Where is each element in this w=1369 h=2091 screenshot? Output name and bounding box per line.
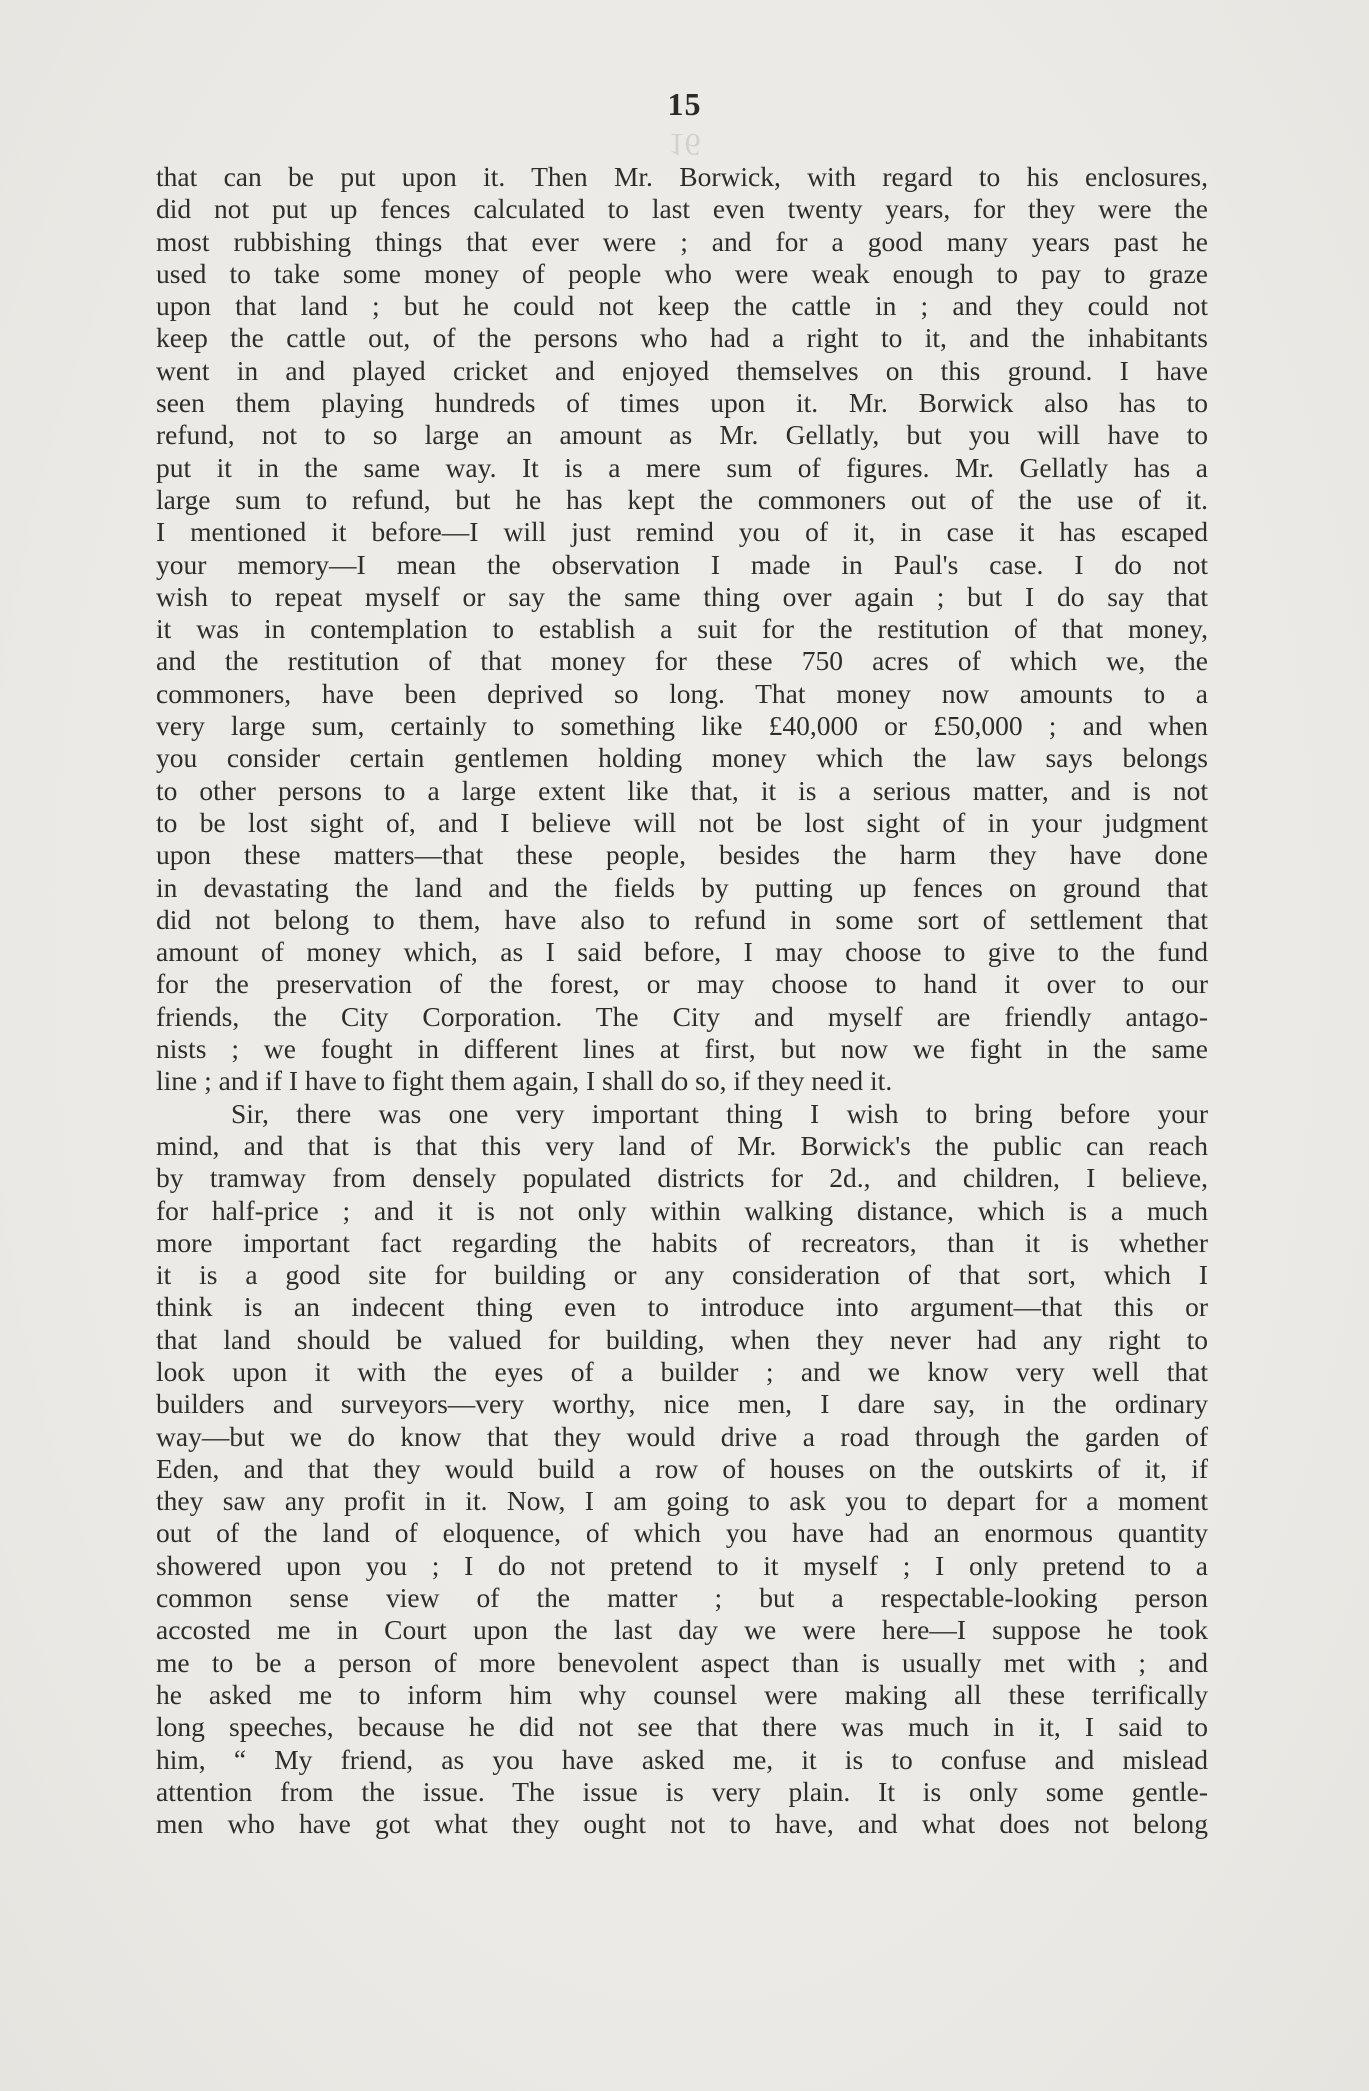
text-line: think is an indecent thing even to introduce into argument—that this or bbox=[156, 1291, 1208, 1323]
text-line: used to take some money of people who were weak enough to pay to graze bbox=[156, 257, 1208, 289]
page-number: 15 bbox=[667, 86, 702, 122]
text-line: they saw any profit in it. Now, I am going to ask you to depart for a moment bbox=[156, 1485, 1208, 1517]
text-line: to other persons to a large extent like that, it is a serious matter, and is not bbox=[156, 774, 1208, 806]
text-line: very large sum, certainly to something like £40,000 or £50,000 ; and when bbox=[156, 710, 1208, 742]
text-line: went in and played cricket and enjoyed themselves on this ground. I have bbox=[156, 354, 1208, 386]
text-line: your memory—I mean the observation I made in Paul's case. I do not bbox=[156, 548, 1208, 580]
text-line: long speeches, because he did not see that there was much in it, I said to bbox=[156, 1711, 1208, 1743]
text-line: to be lost sight of, and I believe will not be lost sight of in your judgment bbox=[156, 806, 1208, 838]
text-line: look upon it with the eyes of a builder ; and we know very well that bbox=[156, 1355, 1208, 1387]
text-line: men who have got what they ought not to have, and what does not belong bbox=[156, 1808, 1208, 1840]
text-line: Sir, there was one very important thing I wish to bring before your bbox=[231, 1097, 1208, 1129]
text-line: did not put up fences calculated to last even twenty years, for they were the bbox=[156, 193, 1208, 225]
text-line: him, “ My friend, as you have asked me, it is to confuse and mislead bbox=[156, 1743, 1208, 1775]
text-line: Eden, and that they would build a row of houses on the outskirts of it, if bbox=[156, 1452, 1208, 1484]
body-text bbox=[156, 161, 1208, 1840]
text-line: did not belong to them, have also to refund in some sort of settlement that bbox=[156, 903, 1208, 935]
text-line: refund, not to so large an amount as Mr. Gellatly, but you will have to bbox=[156, 419, 1208, 451]
text-line: common sense view of the matter ; but a respectable-looking person bbox=[156, 1582, 1208, 1614]
text-line: in devastating the land and the fields by putting up fences on ground that bbox=[156, 871, 1208, 903]
text-line: it was in contemplation to establish a suit for the restitution of that money, bbox=[156, 613, 1208, 645]
text-line: wish to repeat myself or say the same thing over again ; but I do say that bbox=[156, 580, 1208, 612]
text-line: upon that land ; but he could not keep the cattle in ; and they could not bbox=[156, 290, 1208, 322]
bleed-through-page-number: 16 bbox=[668, 127, 701, 163]
text-line: builders and surveyors—very worthy, nice men, I dare say, in the ordinary bbox=[156, 1388, 1208, 1420]
text-line: for half-price ; and it is not only within walking distance, which is a much bbox=[156, 1194, 1208, 1226]
text-line: it is a good site for building or any consideration of that sort, which I bbox=[156, 1259, 1208, 1291]
text-line: seen them playing hundreds of times upon it. Mr. Borwick also has to bbox=[156, 387, 1208, 419]
text-line: accosted me in Court upon the last day we were here—I suppose he took bbox=[156, 1614, 1208, 1646]
text-line: me to be a person of more benevolent aspect than is usually met with ; and bbox=[156, 1646, 1208, 1678]
text-line: upon these matters—that these people, besides the harm they have done bbox=[156, 839, 1208, 871]
text-line: way—but we do know that they would drive a road through the garden of bbox=[156, 1420, 1208, 1452]
text-line: most rubbishing things that ever were ; and for a good many years past he bbox=[156, 225, 1208, 257]
text-line: that can be put upon it. Then Mr. Borwick, with regard to his enclosures, bbox=[156, 161, 1208, 192]
text-line: line ; and if I have to fight them again, I shall do so, if they need it. bbox=[156, 1065, 893, 1097]
text-line: I mentioned it before—I will just remind you of it, in case it has escaped bbox=[156, 516, 1208, 548]
text-line: keep the cattle out, of the persons who had a right to it, and the inhabitants bbox=[156, 322, 1208, 354]
text-line: that land should be valued for building, when they never had any right to bbox=[156, 1323, 1208, 1355]
text-line: large sum to refund, but he has kept the commoners out of the use of it. bbox=[156, 483, 1208, 515]
text-line: showered upon you ; I do not pretend to it myself ; I only pretend to a bbox=[156, 1549, 1208, 1581]
text-line: put it in the same way. It is a mere sum of figures. Mr. Gellatly has a bbox=[156, 451, 1208, 483]
text-line: friends, the City Corporation. The City and myself are friendly antago- bbox=[156, 1000, 1208, 1032]
text-line: and the restitution of that money for these 750 acres of which we, the bbox=[156, 645, 1208, 677]
text-line: attention from the issue. The issue is very plain. It is only some gentle- bbox=[156, 1775, 1208, 1807]
text-line: commoners, have been deprived so long. That money now amounts to a bbox=[156, 677, 1208, 709]
text-line: you consider certain gentlemen holding money which the law says belongs bbox=[156, 742, 1208, 774]
text-line: out of the land of eloquence, of which you have had an enormous quantity bbox=[156, 1517, 1208, 1549]
text-line: amount of money which, as I said before, I may choose to give to the fund bbox=[156, 936, 1208, 968]
text-line: more important fact regarding the habits of recreators, than it is whether bbox=[156, 1226, 1208, 1258]
text-line: nists ; we fought in different lines at first, but now we fight in the same bbox=[156, 1033, 1208, 1065]
text-line: mind, and that is that this very land of Mr. Borwick's the public can reach bbox=[156, 1129, 1208, 1161]
text-line: he asked me to inform him why counsel were making all these terrifically bbox=[156, 1678, 1208, 1710]
text-line: for the preservation of the forest, or may choose to hand it over to our bbox=[156, 968, 1208, 1000]
text-line: by tramway from densely populated districts for 2d., and children, I believe, bbox=[156, 1162, 1208, 1194]
